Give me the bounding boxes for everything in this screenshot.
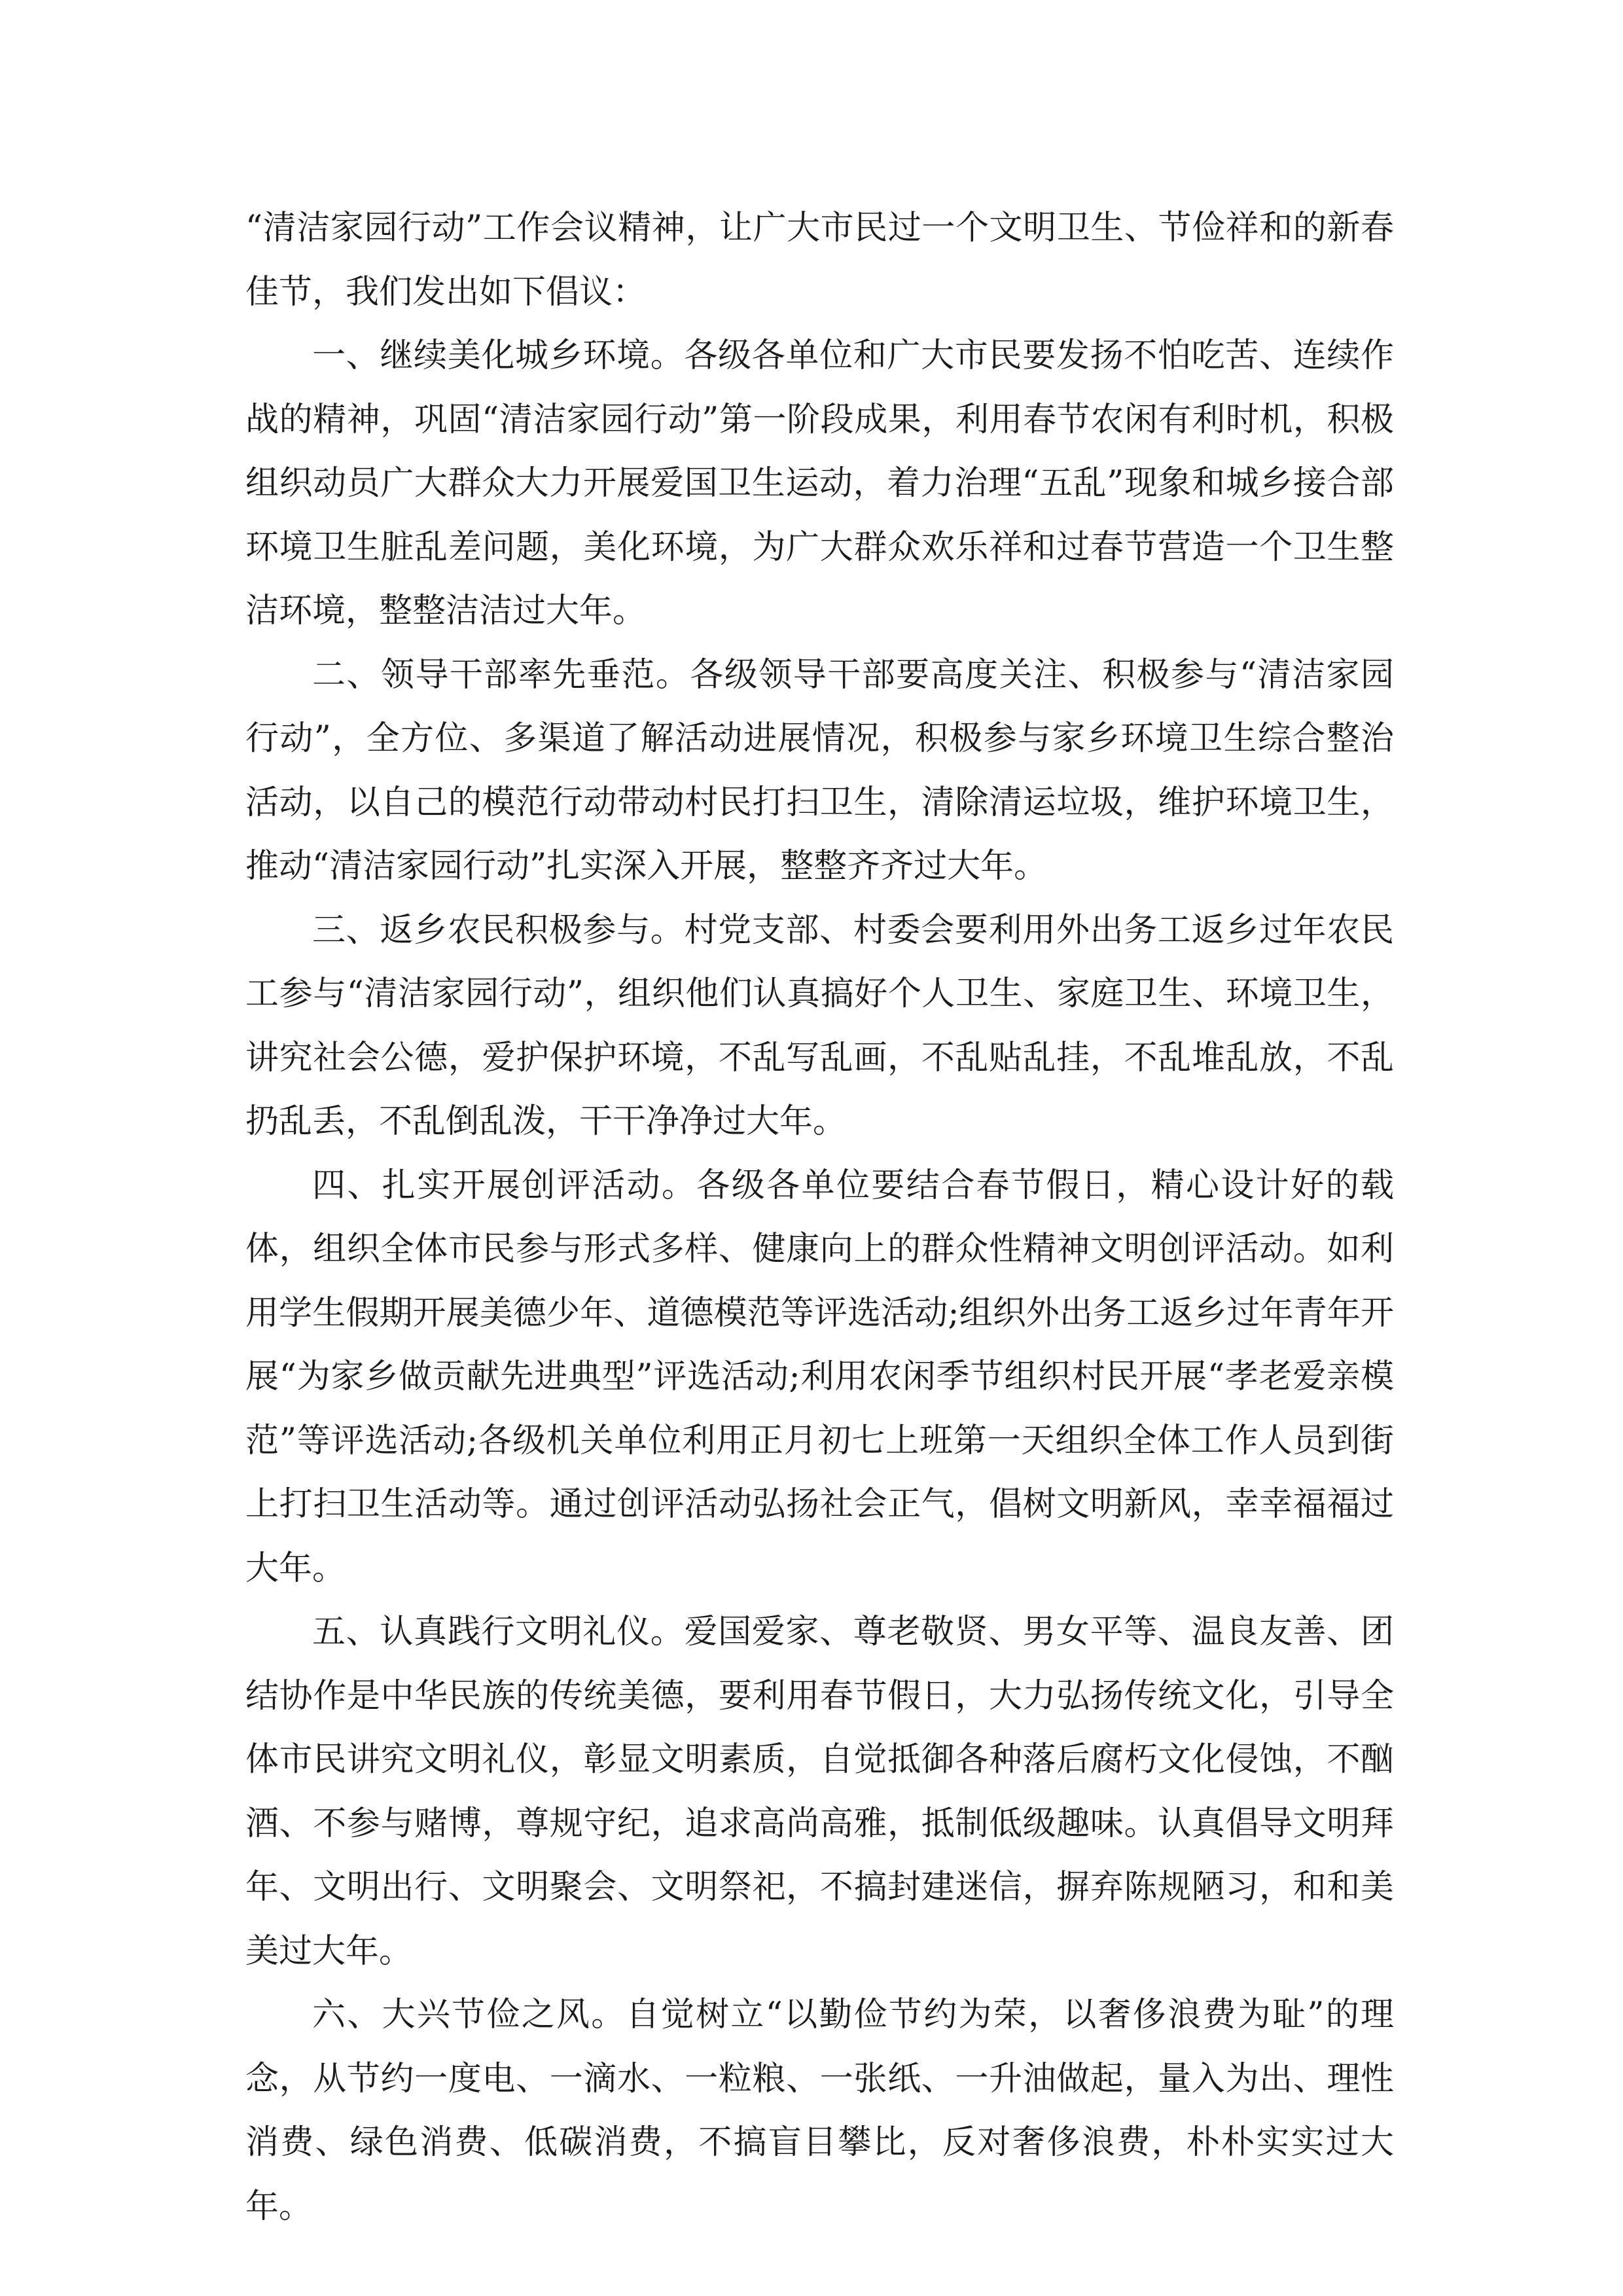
paragraph-item-3: 三、返乡农民积极参与。村党支部、村委会要利用外出务工返乡过年农民工参与“清洁家园行动”，组织他们认真搞好个人卫生、家庭卫生、环境卫生，讲究社会公德，爱护保护环境，不乱写乱画，不乱贴乱挂，不乱堆乱放，不乱扔乱丢，不乱倒乱泼，干干净净过大年。 (245, 910, 1394, 1141)
paragraph-item-4: 四、扎实开展创评活动。各级各单位要结合春节假日，精心设计好的载体，组织全体市民参与形式多样、健康向上的群众性精神文明创评活动。如利用学生假期开展美德少年、道德模范等评选活动;组织外出务工返乡过年青年开展“为家乡做贡献先进典型”评选活动;利用农闲季节组织村民开展“孝老爱亲模范”等评选活动;各级机关单位利用正月初七上班第一天组织全体工作人员到街上打扫卫生活动等。通过创评活动弘扬社会正气，倡树文明新风，幸幸福福过大年。 (245, 1166, 1394, 1588)
paragraph-intro: “清洁家园行动”工作会议精神，让广大市民过一个文明卫生、节俭祥和的新春佳节，我们发出如下倡议： (245, 209, 1394, 312)
paragraph-item-6: 六、大兴节俭之风。自觉树立“以勤俭节约为荣，以奢侈浪费为耻”的理念，从节约一度电、一滴水、一粒粮、一张纸、一升油做起，量入为出、理性消费、绿色消费、低碳消费，不搞盲目攀比，反对奢侈浪费，朴朴实实过大年。 (245, 1996, 1394, 2226)
document-body (245, 196, 1394, 2238)
paragraph-item-5: 五、认真践行文明礼仪。爱国爱家、尊老敬贤、男女平等、温良友善、团结协作是中华民族的传统美德，要利用春节假日，大力弘扬传统文化，引导全体市民讲究文明礼仪，彰显文明素质，自觉抵御各种落后腐朽文化侵蚀，不酗酒、不参与赌博，尊规守纪，追求高尚高雅，抵制低级趣味。认真倡导文明拜年、文明出行、文明聚会、文明祭祀，不搞封建迷信，摒弃陈规陋习，和和美美过大年。 (245, 1613, 1394, 1971)
paragraph-item-2: 二、领导干部率先垂范。各级领导干部要高度关注、积极参与“清洁家园行动”，全方位、多渠道了解活动进展情况，积极参与家乡环境卫生综合整治活动，以自己的模范行动带动村民打扫卫生，清除清运垃圾，维护环境卫生，推动“清洁家园行动”扎实深入开展，整整齐齐过大年。 (245, 655, 1394, 886)
paragraph-item-1: 一、继续美化城乡环境。各级各单位和广大市民要发扬不怕吃苦、连续作战的精神，巩固“清洁家园行动”第一阶段成果，利用春节农闲有利时机，积极组织动员广大群众大力开展爱国卫生运动，着力治理“五乱”现象和城乡接合部环境卫生脏乱差问题，美化环境，为广大群众欢乐祥和过春节营造一个卫生整洁环境，整整洁洁过大年。 (245, 336, 1394, 630)
